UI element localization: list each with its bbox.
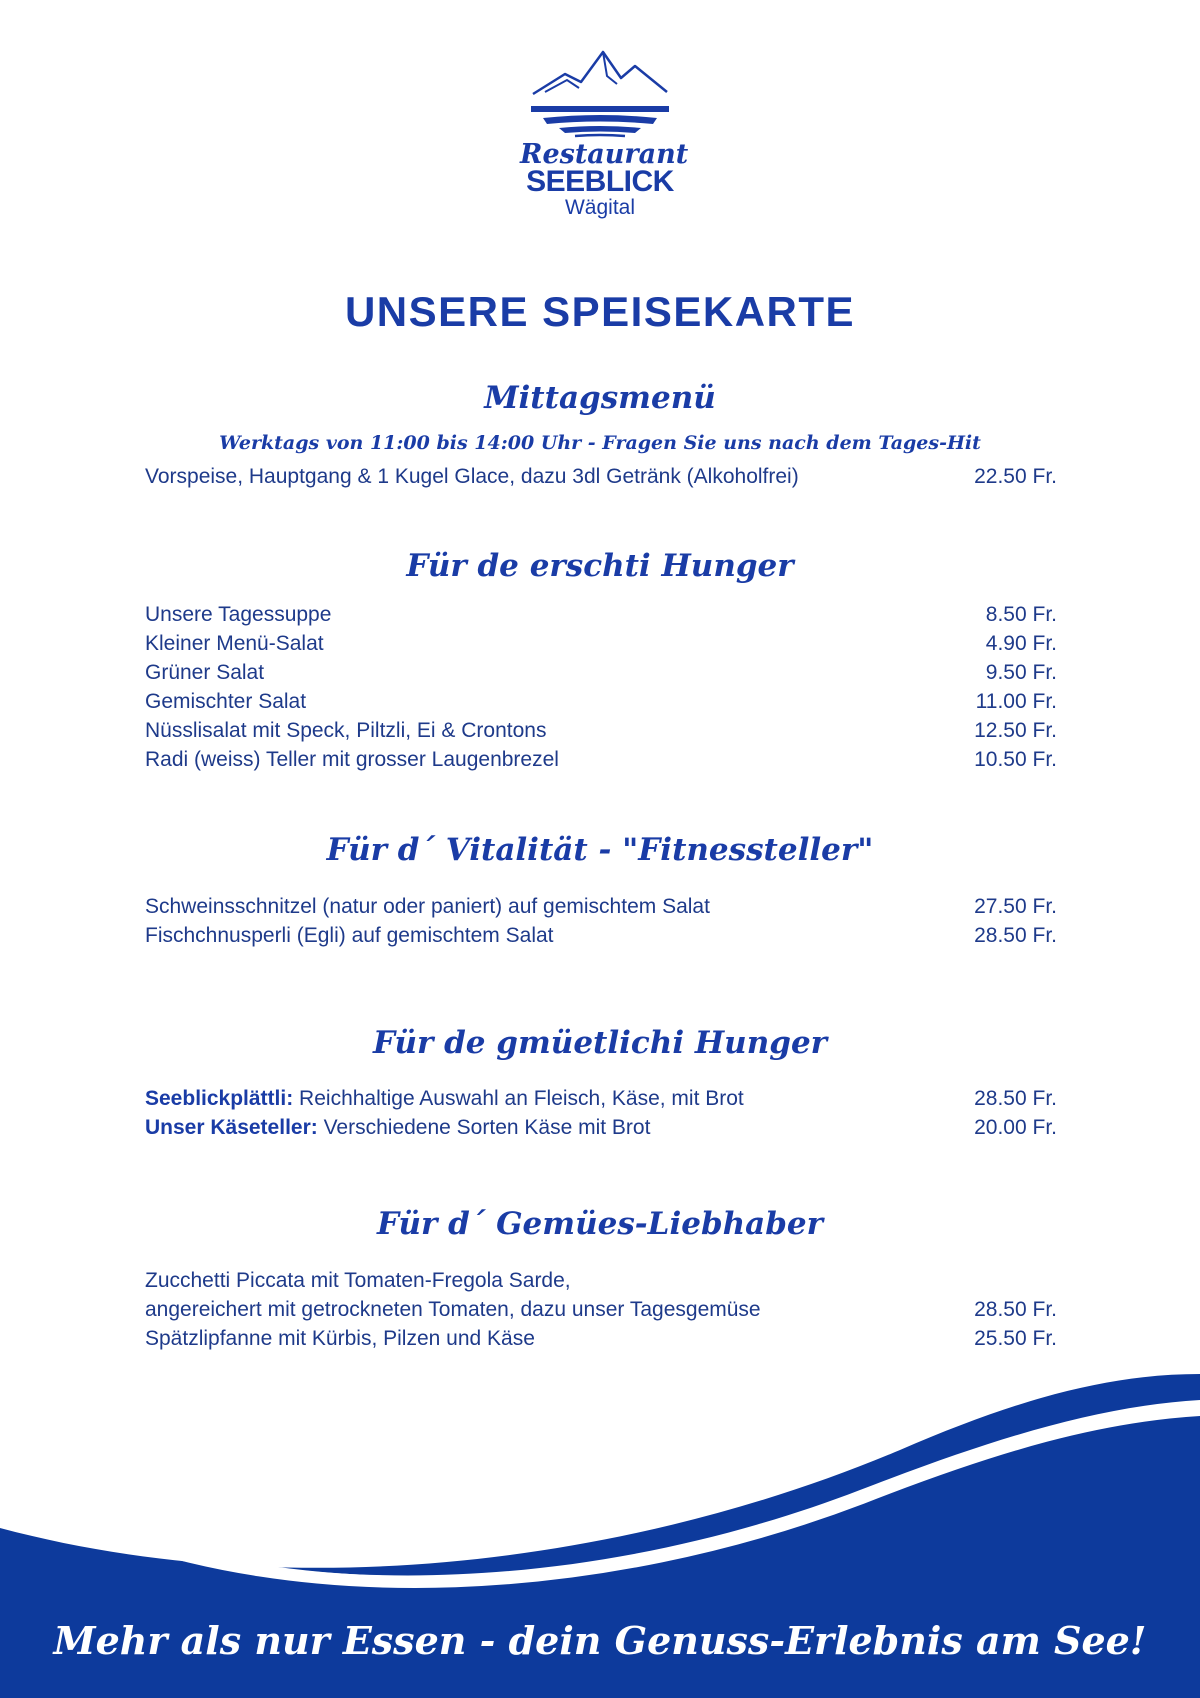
mountain-lake-icon <box>525 48 675 140</box>
menu-item-price: 27.50 Fr. <box>974 895 1057 918</box>
section-heading-vitalitaet: Für d´ Vitalität - "Fitnessteller" <box>326 832 874 868</box>
menu-item-description: Grüner Salat <box>145 661 265 684</box>
menu-item-price: 28.50 Fr. <box>974 1087 1057 1110</box>
menu-item <box>145 1266 1057 1295</box>
menu-item-description: Unsere Tagessuppe <box>145 603 332 626</box>
menu-item-description: Fischchnusperli (Egli) auf gemischtem Salat <box>145 924 554 947</box>
menu-item-description <box>145 1084 744 1113</box>
menu-item-name: Seeblickplättli: <box>145 1087 294 1110</box>
menu-item-price: 10.50 Fr. <box>974 748 1057 771</box>
footer-slogan: Mehr als nur Essen - dein Genuss-Erlebnis am See! <box>53 1618 1147 1663</box>
menu-item <box>145 687 1057 716</box>
menu-item-description: angereichert mit getrockneten Tomaten, dazu unser Tagesgemüse <box>145 1298 761 1321</box>
menu-item <box>145 629 1057 658</box>
page-title: UNSERE SPEISEKARTE <box>344 288 856 335</box>
menu-item-description: Zucchetti Piccata mit Tomaten-Fregola Sarde, <box>145 1269 571 1292</box>
menu-item-description: Gemischter Salat <box>145 690 307 713</box>
restaurant-logo <box>520 48 689 220</box>
menu-item <box>145 1113 1057 1142</box>
menu-item-description <box>145 1113 650 1142</box>
menu-item <box>145 716 1057 745</box>
menu-item-price: 28.50 Fr. <box>974 1298 1057 1321</box>
menu-item <box>145 600 1057 629</box>
menu-item <box>145 892 1057 921</box>
menu-item-description: Vorspeise, Hauptgang & 1 Kugel Glace, dazu 3dl Getränk (Alkoholfrei) <box>145 465 799 488</box>
menu-item-description: Schweinsschnitzel (natur oder paniert) auf gemischtem Salat <box>145 895 710 918</box>
menu-item-description: Kleiner Menü-Salat <box>145 632 324 655</box>
menu-item <box>145 1295 1057 1324</box>
menu-item-price: 20.00 Fr. <box>974 1116 1057 1139</box>
logo-place-text: Wägital <box>564 196 636 219</box>
menu-item-detail: Verschiedene Sorten Käse mit Brot <box>317 1116 651 1139</box>
menu-item <box>145 658 1057 687</box>
menu-item-price: 8.50 Fr. <box>985 603 1057 626</box>
section-heading-mittagsmenu: Mittagsmenü <box>484 380 716 416</box>
logo-name-text: SEEBLICK <box>526 165 674 198</box>
menu-item-detail: Reichhaltige Auswahl an Fleisch, Käse, mit Brot <box>293 1087 744 1110</box>
section-subheading-mittagsmenu: Werktags von 11:00 bis 14:00 Uhr - Fragen Sie uns nach dem Tages-Hit <box>219 432 981 454</box>
logo-restaurant-text: Restaurant <box>520 139 689 170</box>
menu-item <box>145 745 1057 774</box>
menu-item-price: 12.50 Fr. <box>974 719 1057 742</box>
menu-item <box>145 921 1057 950</box>
menu-item-name: Unser Käseteller: <box>145 1116 318 1139</box>
menu-item <box>145 462 1057 491</box>
menu-item-description: Spätzlipfanne mit Kürbis, Pilzen und Käse <box>145 1327 535 1350</box>
menu-item-price: 11.00 Fr. <box>975 690 1057 713</box>
menu-item-price: 25.50 Fr. <box>974 1327 1057 1350</box>
menu-item-price: 28.50 Fr. <box>974 924 1057 947</box>
menu-item <box>145 1084 1057 1113</box>
menu-item-price: 22.50 Fr. <box>974 465 1057 488</box>
menu-item-price: 9.50 Fr. <box>985 661 1057 684</box>
section-heading-gemues-liebhaber: Für d´ Gemües-Liebhaber <box>376 1206 823 1242</box>
menu-item-price: 4.90 Fr. <box>985 632 1057 655</box>
menu-item-description: Radi (weiss) Teller mit grosser Laugenbrezel <box>145 748 559 771</box>
section-heading-gmuetlichi-hunger: Für de gmüetlichi Hunger <box>372 1025 827 1061</box>
section-heading-erschti-hunger: Für de erschti Hunger <box>406 548 794 584</box>
menu-item-description: Nüsslisalat mit Speck, Piltzli, Ei & Crontons <box>145 719 547 742</box>
